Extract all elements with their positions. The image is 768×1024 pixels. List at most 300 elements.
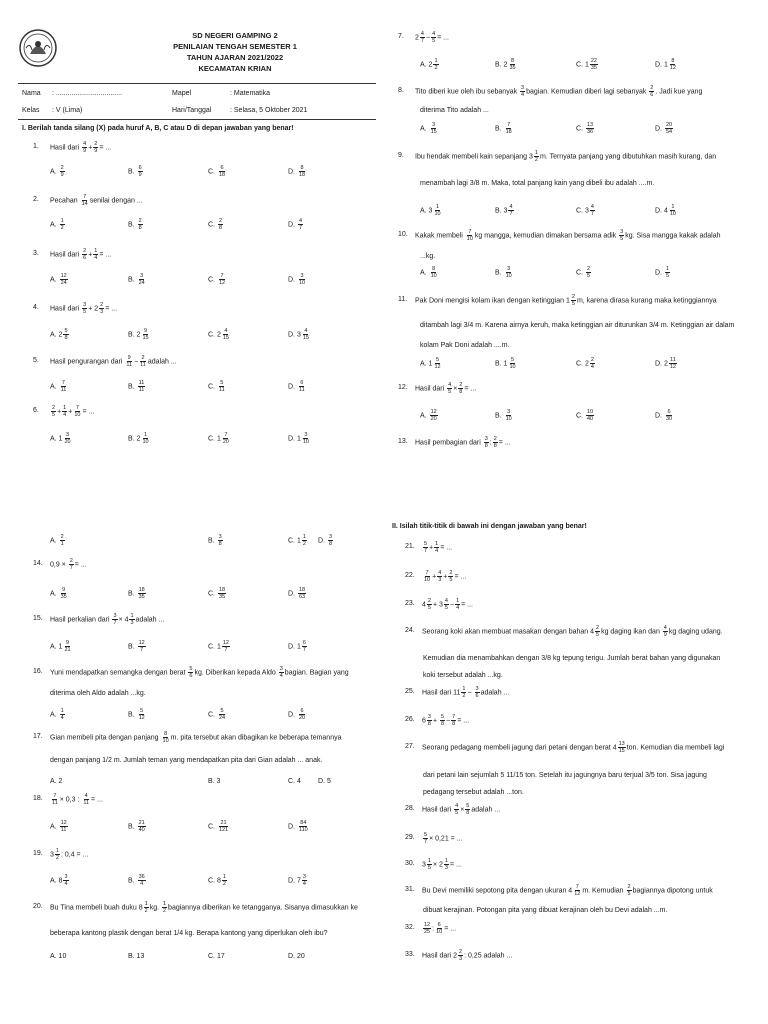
fraction-numerator: 5 [435, 357, 440, 363]
text-run: kg. Diberikan kepada Aldo [194, 669, 278, 677]
fraction-denominator: 7 [424, 548, 428, 554]
fraction [298, 165, 306, 178]
question-q10-text [415, 229, 721, 242]
answer-option[interactable] [50, 380, 68, 393]
fraction-denominator: 11 [126, 362, 133, 368]
answer-option[interactable] [655, 58, 678, 71]
text-run: bagiannya diberikan ke tetangganya. Sisanya dimasukkan ke [168, 904, 358, 912]
fraction-denominator: 5 [620, 236, 624, 242]
fraction-numerator: 13 [618, 741, 625, 747]
answer-option[interactable] [655, 409, 674, 422]
text-run: C. 1 [208, 643, 221, 651]
fraction [138, 273, 146, 286]
text-run: 2 [415, 34, 419, 42]
answer-option[interactable] [208, 820, 230, 833]
fraction-numerator: 7 [83, 194, 87, 200]
text-run: A. 1 [420, 360, 433, 368]
fraction-denominator: 54 [665, 129, 673, 135]
fraction-denominator: 4 [94, 255, 98, 261]
answer-option[interactable] [288, 953, 305, 961]
answer-option[interactable] [208, 874, 228, 887]
text-run: B. 13 [128, 953, 145, 960]
fraction-denominator: 3 [100, 309, 104, 315]
fraction-denominator: 12 [434, 364, 441, 370]
fraction-numerator: 3 [304, 432, 308, 438]
answer-option[interactable] [288, 328, 311, 341]
fraction-numerator: 8 [432, 266, 436, 272]
answer-option[interactable] [208, 432, 231, 445]
fraction-denominator: 6 [83, 255, 87, 261]
fraction [93, 141, 98, 154]
answer-option[interactable] [495, 409, 514, 422]
fraction-denominator: 12 [669, 65, 676, 71]
answer-option[interactable] [208, 273, 227, 286]
answer-option[interactable] [420, 122, 439, 135]
fraction [81, 194, 89, 207]
fraction-numerator: 1 [144, 901, 148, 907]
fraction-numerator: 8 [300, 165, 304, 171]
fraction-denominator: 10 [505, 416, 512, 422]
fraction-denominator: 4 [140, 881, 144, 887]
text-run: B. [495, 412, 504, 420]
answer-option[interactable] [208, 953, 225, 961]
fraction [505, 266, 513, 279]
fraction-numerator: 1 [222, 874, 226, 880]
fraction [665, 266, 670, 279]
answer-option[interactable] [576, 204, 596, 217]
fraction-numerator: 1 [671, 204, 675, 210]
text-run: × [460, 806, 465, 814]
fraction-numerator: 18 [138, 587, 145, 593]
answer-option[interactable] [318, 778, 331, 786]
answer-option[interactable] [208, 328, 231, 341]
fraction-denominator: 110 [298, 827, 308, 833]
text-run: − [446, 717, 451, 725]
answer-option[interactable] [288, 273, 307, 286]
question-q5-text [50, 355, 177, 368]
answer-option[interactable] [50, 587, 69, 600]
fraction-numerator: 20 [665, 122, 673, 128]
answer-option[interactable] [128, 820, 147, 833]
fraction [431, 31, 436, 44]
text-run: + [88, 144, 93, 152]
fraction-numerator: 2 [218, 218, 223, 224]
answer-option[interactable] [288, 820, 310, 833]
fraction [60, 820, 68, 833]
answer-option[interactable] [288, 534, 308, 547]
text-run: A. 1 [50, 435, 63, 443]
answer-option[interactable] [208, 218, 224, 231]
fraction [451, 714, 456, 727]
fraction [188, 666, 193, 679]
fraction [63, 640, 71, 653]
fraction-denominator: 12 [138, 715, 145, 721]
fraction-numerator: 1 [94, 248, 98, 254]
info-nama-label: Nama [22, 90, 41, 97]
answer-option[interactable] [50, 432, 73, 445]
question-q11-text [415, 294, 717, 307]
answer-option[interactable] [128, 708, 147, 721]
fraction-numerator: 1 [435, 204, 440, 210]
fraction [298, 820, 309, 833]
fraction-numerator: 2 [650, 85, 654, 91]
fraction-denominator: 14 [81, 201, 88, 207]
answer-option[interactable] [288, 640, 308, 653]
fraction-denominator: 8 [64, 335, 68, 341]
fraction-denominator: 35 [60, 594, 67, 600]
answer-option[interactable] [50, 273, 69, 286]
text-run: D. [288, 590, 297, 598]
answer-option[interactable] [576, 357, 596, 370]
fraction-numerator: 2 [60, 165, 64, 171]
question-number: 5. [33, 357, 39, 364]
fraction-denominator: 4 [521, 92, 525, 98]
text-run: C. 1 [576, 61, 589, 69]
question-number: 29. [405, 834, 415, 841]
answer-option[interactable] [288, 778, 301, 786]
answer-option[interactable] [208, 708, 227, 721]
answer-option[interactable] [495, 122, 514, 135]
fraction-numerator: 12 [60, 273, 67, 279]
text-run: + 2 [88, 305, 99, 313]
text-run: adalah ... [471, 806, 501, 814]
fraction-numerator: 9 [127, 355, 131, 361]
fraction-numerator: 1 [665, 266, 670, 272]
fraction-denominator: 10 [509, 364, 516, 370]
fraction [665, 122, 673, 135]
answer-option[interactable] [128, 328, 151, 341]
fraction [218, 380, 226, 393]
fraction-numerator: 6 [220, 165, 224, 171]
fraction-numerator: 12 [138, 640, 145, 646]
text-run: D. 4 [655, 207, 668, 215]
fraction [218, 165, 226, 178]
fraction-denominator: 15 [618, 748, 625, 754]
fraction-denominator: 10 [430, 273, 437, 279]
answer-option[interactable] [576, 122, 595, 135]
text-run: B. 2 [128, 435, 141, 443]
fraction-numerator: 4 [84, 793, 88, 799]
answer-option[interactable] [288, 874, 308, 887]
question-number: 23. [405, 600, 415, 607]
fraction [423, 570, 431, 583]
text-run: Bu Devi memiliki sepotong pita dengan ukuran 4 [422, 887, 573, 895]
fraction [298, 218, 303, 231]
question-q8-text [415, 85, 702, 98]
fraction-denominator: 21 [64, 647, 71, 653]
answer-option[interactable] [208, 778, 220, 786]
fraction [430, 409, 438, 422]
fraction [423, 922, 431, 935]
text-run: B. [128, 221, 137, 229]
answer-option[interactable] [288, 165, 307, 178]
info-kelas-label: Kelas [22, 107, 40, 114]
fraction-denominator: 35 [590, 65, 597, 71]
text-run: C. [576, 412, 585, 420]
question-q24-line3: koki tersebut adalah ...kg. [423, 672, 503, 679]
fraction-denominator: 18 [298, 172, 306, 178]
fraction [586, 266, 591, 279]
answer-option[interactable] [420, 266, 439, 279]
fraction [222, 640, 230, 653]
answer-option[interactable] [50, 874, 70, 887]
answer-option[interactable] [288, 587, 307, 600]
fraction-numerator: 7 [425, 570, 429, 576]
fraction-numerator: 3 [300, 273, 304, 279]
fraction-denominator: 7 [140, 647, 144, 653]
fraction-numerator: 22 [590, 58, 597, 64]
answer-option[interactable] [576, 58, 599, 71]
text-run: C. [208, 221, 217, 229]
fraction-denominator: 121 [218, 827, 229, 833]
text-run: − [134, 358, 139, 366]
question-number: 8. [398, 87, 404, 94]
question-q11-line3: kolam Pak Doni adalah ....m. [420, 342, 510, 349]
fraction [162, 901, 167, 914]
fraction-denominator: 24 [218, 715, 226, 721]
text-run: + [68, 408, 73, 416]
question-number: 24. [405, 627, 415, 634]
text-run: C. 17 [208, 953, 225, 960]
text-run: B. [128, 823, 137, 831]
fraction-numerator: 18 [218, 587, 226, 593]
text-run: : 0,25 adalah ... [464, 952, 513, 960]
question-number: 7. [398, 33, 404, 40]
answer-option[interactable] [128, 953, 144, 961]
fraction-denominator: 9 [60, 172, 64, 178]
fraction-denominator: 15 [430, 129, 437, 135]
fraction [82, 793, 90, 806]
answer-option[interactable] [495, 266, 514, 279]
fraction-denominator: 30 [665, 416, 673, 422]
text-run: = ... [82, 408, 95, 416]
fraction-numerator: 5 [441, 714, 445, 720]
text-run: + [88, 251, 93, 259]
fraction [520, 85, 525, 98]
question-number: 27. [405, 743, 415, 750]
text-run: + [57, 408, 62, 416]
question-q27-line3: pedagang tersebut adalah ...ton. [423, 789, 524, 796]
answer-option[interactable] [208, 534, 224, 547]
question-number: 10. [398, 231, 408, 238]
fraction-denominator: 10 [434, 211, 441, 217]
question-q25-text [422, 686, 509, 699]
question-q15-text [50, 613, 164, 626]
fraction-denominator: 11 [140, 362, 146, 368]
text-run: + [432, 573, 437, 581]
question-q17-line2: dengan panjang 1/2 m. Jumlah teman yang mendapatkan pita dari Gian adalah ... anak. [50, 757, 323, 764]
question-q30-text [422, 858, 462, 871]
answer-option[interactable] [420, 204, 443, 217]
fraction [590, 204, 595, 217]
fraction-denominator: 20 [222, 439, 229, 445]
fraction-denominator: 10 [466, 236, 473, 242]
fraction-denominator: 20 [64, 439, 71, 445]
fraction [69, 558, 74, 571]
fraction-denominator: 3 [444, 865, 448, 871]
fraction-numerator: 6 [667, 409, 671, 415]
fraction [125, 355, 133, 368]
fraction-numerator: 2 [459, 949, 463, 955]
answer-option[interactable] [50, 328, 70, 341]
header-year: TAHUN AJARAN 2021/2022 [186, 53, 284, 62]
fraction-numerator: 3 [302, 874, 306, 880]
question-q13-text [415, 436, 511, 449]
answer-option[interactable] [420, 357, 443, 370]
fraction [222, 432, 230, 445]
fraction-numerator: 3 [507, 409, 511, 415]
text-run: ton. Kemudian dia membeli lagi [626, 744, 725, 752]
fraction-denominator: 4 [302, 881, 306, 887]
fraction-denominator: 10 [424, 577, 431, 583]
answer-option[interactable] [128, 165, 144, 178]
fraction-denominator: 5 [627, 891, 631, 897]
answer-option[interactable] [655, 357, 678, 370]
text-run: D. 2 [655, 360, 668, 368]
fraction [82, 248, 87, 261]
answer-option[interactable] [495, 357, 518, 370]
question-number: 16. [33, 668, 43, 675]
text-run: bagiannya dipotong untuk [632, 887, 713, 895]
question-q29-text [422, 832, 463, 845]
answer-option[interactable] [128, 640, 147, 653]
text-run: B. 2 [495, 61, 508, 69]
fraction-numerator: 6 [138, 165, 142, 171]
question-number: 9. [398, 152, 404, 159]
answer-option[interactable] [128, 874, 147, 887]
fraction-denominator: 15 [222, 335, 229, 341]
fraction [427, 858, 432, 871]
answer-option[interactable] [208, 587, 227, 600]
answer-option[interactable] [420, 58, 440, 71]
fraction [590, 357, 595, 370]
answer-option[interactable] [495, 58, 518, 71]
fraction [63, 874, 68, 887]
fraction-denominator: 24 [60, 280, 67, 286]
answer-option[interactable] [128, 380, 146, 393]
answer-option[interactable] [576, 266, 592, 279]
fraction [669, 204, 677, 217]
answer-option[interactable] [50, 534, 66, 547]
fraction-denominator: 15 [142, 335, 149, 341]
fraction [423, 832, 428, 845]
answer-option[interactable] [50, 218, 66, 231]
answer-option[interactable] [208, 380, 227, 393]
answer-option[interactable] [208, 640, 231, 653]
fraction-denominator: 4 [279, 673, 283, 679]
fraction [138, 708, 146, 721]
answer-option[interactable] [655, 266, 671, 279]
text-run: kg. [149, 904, 161, 912]
text-run: m. Kemudian [582, 887, 626, 895]
fraction-denominator: 11 [138, 387, 145, 393]
fraction-denominator: 2 [55, 855, 59, 861]
answer-option[interactable] [288, 708, 307, 721]
answer-option[interactable] [288, 380, 307, 393]
fraction-numerator: 12 [222, 640, 229, 646]
answer-option[interactable] [50, 820, 69, 833]
fraction-numerator: 5 [510, 357, 515, 363]
fraction [649, 85, 654, 98]
fraction-numerator: 4 [455, 803, 459, 809]
answer-option[interactable] [318, 534, 334, 547]
fraction [669, 357, 677, 370]
fraction [433, 357, 441, 370]
fraction [595, 625, 600, 638]
fraction-numerator: 1 [63, 405, 67, 411]
answer-option[interactable] [50, 640, 73, 653]
fraction-numerator: 7 [575, 884, 579, 890]
answer-option[interactable] [128, 587, 147, 600]
answer-option[interactable] [50, 165, 66, 178]
fraction [493, 436, 498, 449]
answer-option[interactable] [128, 218, 144, 231]
fraction-numerator: 21 [220, 820, 227, 826]
text-run: Hasil dari [415, 385, 447, 393]
fraction [420, 31, 425, 44]
fraction-denominator: 4 [456, 605, 460, 611]
fraction [437, 570, 442, 583]
answer-option[interactable] [420, 409, 439, 422]
answer-option[interactable] [128, 432, 151, 445]
text-run: bagian. Bagian yang [284, 669, 349, 677]
fraction-numerator: 2 [493, 436, 497, 442]
school-emblem-icon [18, 28, 58, 68]
answer-option[interactable] [495, 204, 515, 217]
answer-option[interactable] [655, 204, 678, 217]
answer-option[interactable] [128, 273, 147, 286]
text-run: A. 2 [50, 778, 63, 785]
text-run: = ... [74, 561, 87, 569]
fraction-denominator: 35 [218, 594, 226, 600]
fraction-denominator: 11 [298, 387, 305, 393]
text-run: C. 2 [208, 331, 221, 339]
fraction-numerator: 4 [304, 328, 308, 334]
question-q8-line2: diterima Tito adalah ... [420, 107, 489, 114]
answer-option[interactable] [50, 778, 62, 786]
answer-option[interactable] [50, 953, 66, 961]
fraction-denominator: 4 [590, 364, 594, 370]
fraction-numerator: 1 [456, 598, 460, 604]
fraction-numerator: 4 [83, 141, 87, 147]
text-run: A. 8 [50, 877, 63, 885]
fraction-denominator: 11 [60, 387, 67, 393]
answer-option[interactable] [576, 409, 595, 422]
text-run: C. [576, 125, 585, 133]
fraction-denominator: 8 [328, 541, 333, 547]
answer-option[interactable] [50, 708, 66, 721]
text-run: Ibu hendak membeli kain sepanjang 3 [415, 153, 533, 161]
fraction-numerator: 2 [52, 405, 56, 411]
answer-option[interactable] [288, 432, 311, 445]
fraction-numerator: 8 [164, 731, 168, 737]
fraction-numerator: 4 [590, 204, 594, 210]
answer-option[interactable] [288, 218, 304, 231]
fraction [82, 141, 87, 154]
text-run: Kakak membeli [415, 232, 465, 240]
fraction-numerator: 7 [452, 714, 456, 720]
fraction-numerator: 84 [300, 820, 307, 826]
fraction [427, 598, 432, 611]
fraction-denominator: 7 [69, 565, 73, 571]
answer-option[interactable] [655, 122, 674, 135]
fraction [51, 405, 56, 418]
fraction [93, 248, 98, 261]
answer-option[interactable] [208, 165, 227, 178]
question-q20-text [50, 901, 358, 914]
text-run: Hasil perkalian dari [50, 616, 112, 624]
info-kelas-value: : V (Lima) [52, 107, 83, 114]
